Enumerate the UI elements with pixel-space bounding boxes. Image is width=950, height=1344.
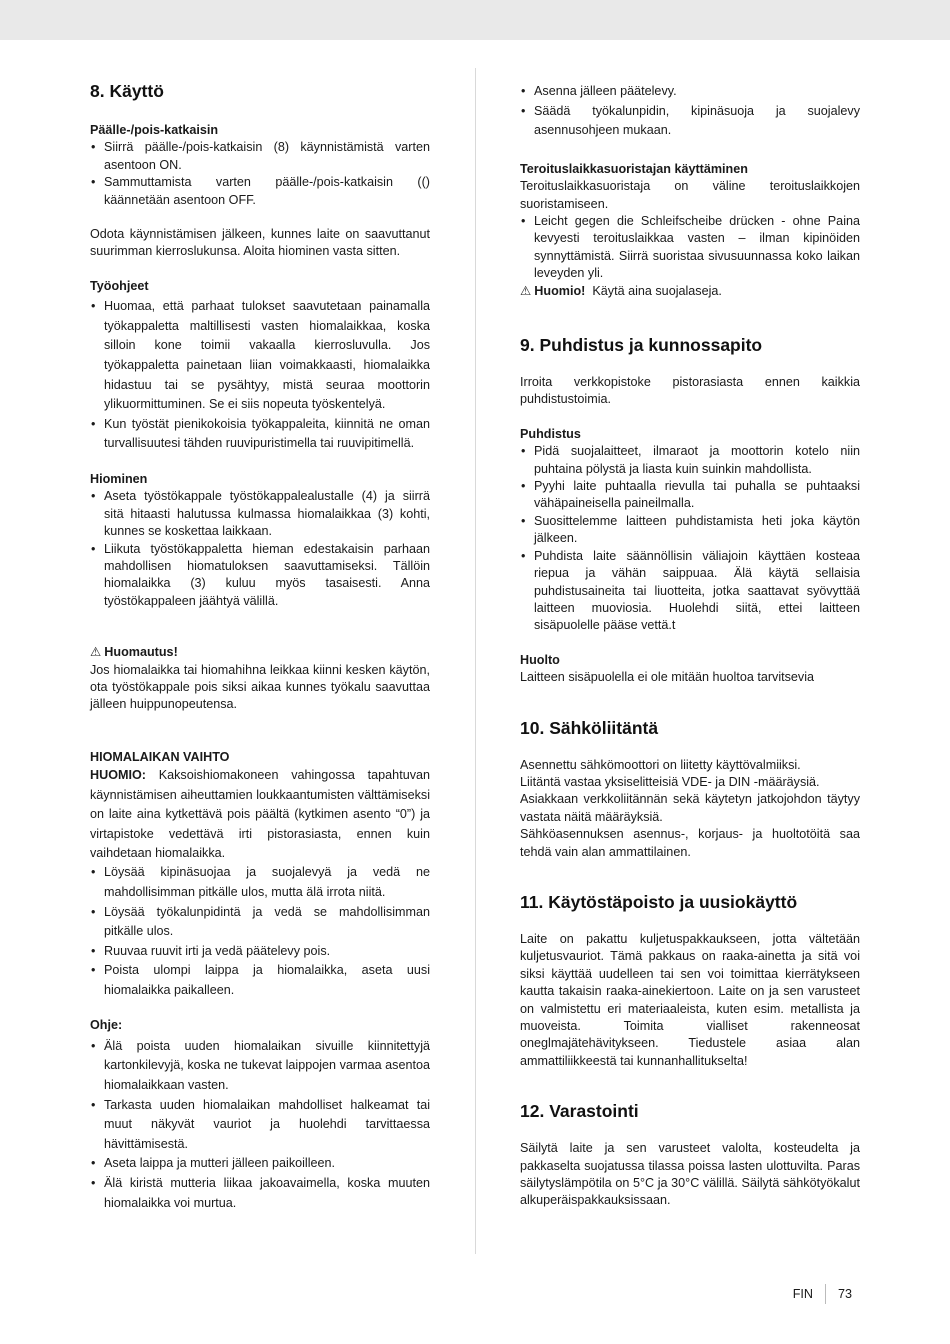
list-item: • Leicht gegen die Schleifscheibe drücken - ohne Paina kevyesti teroituslaikkaa vasten – ilman kipinöiden synnyttämistä. Siirrä suoristaa sivusuunnassa koko laikan leveyden yli.: [520, 213, 860, 283]
list-item: • Ruuvaa ruuvit irti ja vedä päätelevy pois.: [90, 942, 430, 962]
s12-paragraph: Säilytä laite ja sen varusteet valolta, kosteudelta ja pakkaselta suojatussa tilassa poissa lasten ulottuvilta. Paras säilytyslämpötila on 5°C ja 30°C välillä. Säilytä sähkötyökalut alkuperäispakkauksissaan.: [520, 1141, 860, 1208]
dresser-warning-label: Huomio!: [534, 283, 586, 298]
section-11-title: 11. Käytöstäpoisto ja uusiokäyttö: [520, 891, 798, 912]
list-item: • Puhdista laite säännöllisin väliajoin käyttäen kosteaa riepua ja vähän saippuaa. Älä käytä sellaisia puhdistusaineita tai liuotteita, jotka saattavat syövyttää laitteen muoviosia. Huolehdi siitä, ettei laitteen sisäpuolelle pääse vettä.t: [520, 548, 860, 635]
change-warning-text: Kaksoishiomakoneen vahingossa tapahtuvan käynnistämisen aiheuttamien loukkaantumisten välttämiseksi on laite aina kytkettävä pois päältä (kytkimen asento “0”) ja virtapistoke vedettävä irti pistorasiasta, ennen kuin vaihdetaan hiomalaikka.: [90, 768, 430, 860]
list-item: • Asenna jälleen päätelevy.: [520, 82, 860, 102]
service-block: [520, 652, 860, 687]
clean-list: [520, 443, 860, 634]
reassembly-block: [520, 82, 860, 141]
hint-heading: Ohje:: [90, 1018, 123, 1033]
work-heading: Työohjeet: [90, 278, 149, 293]
grind-heading: Hiominen: [90, 472, 148, 486]
s10-block: [520, 757, 860, 861]
section-10-title: 10. Sähköliitäntä: [520, 717, 659, 738]
list-item: • Löysää työkalunpidintä ja vedä se mahdollisimman pitkälle ulos.: [90, 903, 430, 942]
s9-intro-block: [520, 374, 860, 409]
wait-paragraph: Odota käynnistämisen jälkeen, kunnes laite on saavuttanut suurimman kierroslukunsa. Aloita hiominen vasta sitten.: [90, 227, 430, 259]
switch-heading: Päälle-/pois-katkaisin: [90, 123, 219, 137]
list-item: • Siirrä päälle-/pois-katkaisin (8) käynnistämistä varten asentoon ON.: [90, 139, 430, 174]
list-item: • Säädä työkalunpidin, kipinäsuoja ja suojalevy asennusohjeen mukaan.: [520, 102, 860, 141]
reassembly-list: [520, 82, 860, 141]
list-item: • Sammuttamista varten päälle-/pois-katkaisin (() käännetään asentoon OFF.: [90, 174, 430, 209]
change-block: [90, 749, 430, 1001]
section-9-title: 9. Puhdistus ja kunnossapito: [520, 335, 763, 356]
notice-heading: [90, 644, 430, 661]
switch-block: [90, 122, 430, 209]
list-item: • Tarkasta uuden hiomalaikan mahdolliset halkeamat tai muut näkyvät vauriot ja huolehdi tarvittaessa hävittämisestä.: [90, 1096, 430, 1155]
dresser-warning: [520, 283, 860, 300]
list-item: • Älä kiristä mutteria liikaa jakoavaimella, koska muuten hiomalaikka voi murtua.: [90, 1174, 430, 1213]
s10-line: Sähköasennuksen asennus-, korjaus- ja huoltotöitä saa tehdä vain alan ammattilainen.: [520, 827, 860, 859]
dresser-block: [520, 161, 860, 300]
change-list: [90, 863, 430, 1000]
work-block: [90, 278, 430, 454]
list-item: • Huomaa, että parhaat tulokset saavutetaan painamalla työkappaletta maltillisesti vasten hiomalaikkaa, koska silloin kone toimii vakaalla kierrosluvulla. Jos työkappaletta painetaan liian voimakkaasti, hiomalaikka hidastuu tai se pysähtyy, mistä seuraa moottorin ylikuormittuminen. Se ei siis nopeuta työskentelyä.: [90, 297, 430, 415]
grind-list: [90, 488, 430, 610]
service-paragraph: Laitteen sisäpuolella ei ole mitään huoltoa tarvitsevia: [520, 670, 815, 685]
list-item: • Kun työstät pienikokoisia työkappaleita, kiinnitä ne oman turvallisuutesi tähden ruuvipuristimella tai ruuvipitimellä.: [90, 415, 430, 454]
dresser-paragraph: Teroituslaikkasuoristaja on väline teroituslaikkojen suoristamiseen.: [520, 179, 860, 211]
s9-intro: Irroita verkkopistoke pistorasiasta ennen kaikkia puhdistustoimia.: [520, 375, 860, 407]
dresser-list: [520, 213, 860, 283]
list-item: • Pidä suojalaitteet, ilmaraot ja moottorin kotelo niin puhtaina pölystä ja liasta kuin suinkin mahdollista.: [520, 443, 860, 478]
page-number: 73: [837, 1287, 852, 1301]
clean-heading: Puhdistus: [520, 426, 581, 441]
notice-paragraph: Jos hiomalaikka tai hiomahihna leikkaa kiinni kesken käytön, ota työstökappale pois siksi aikaa kunnes työkalu saavuttaa jälleen huippunopeutensa.: [90, 662, 430, 712]
s10-line: Asiakkaan verkkoliitännän sekä käytetyn jatkojohdon täytyy vastata näitä määräyksiä.: [520, 792, 860, 824]
clean-block: [520, 426, 860, 635]
list-item: • Aseta laippa ja mutteri jälleen paikoilleen.: [90, 1154, 430, 1174]
list-item: • Pyyhi laite puhtaalla rievulla tai puhalla se puhtaaksi vähäpaineisella paineilmalla.: [520, 478, 860, 513]
list-item: • Aseta työstökappale työstökappalealustalle (4) ja siirrä sitä hitaasti halutussa kulmassa hiomalaikkaa (3) kohti, kunnes se koskettaa laikkaan.: [90, 488, 430, 540]
hint-block: [90, 1017, 430, 1213]
s11-block: [520, 931, 860, 1070]
list-item: • Poista ulompi laippa ja hiomalaikka, aseta uusi hiomalaikka paikalleen.: [90, 961, 430, 1000]
change-heading: HIOMALAIKAN VAIHTO: [90, 749, 230, 764]
warning-icon: ⚠: [520, 283, 532, 298]
switch-list: [90, 139, 430, 209]
right-column: [520, 82, 860, 1227]
warning-icon: ⚠: [90, 645, 102, 660]
left-column: [90, 78, 430, 1230]
change-warning-label: HUOMIO:: [90, 768, 146, 783]
s12-block: [520, 1140, 860, 1210]
service-heading: Huolto: [520, 652, 560, 667]
page-footer: [793, 1284, 852, 1304]
dresser-heading: Teroituslaikkasuoristajan käyttäminen: [520, 161, 748, 176]
list-item: • Liikuta työstökappaletta hieman edestakaisin parhaan mahdollisen hiomatuloksen saavuttamiseksi. Tällöin hiomalaikka (3) kuluu myös tasaisesti. Anna työstökappaleen jäähtyä välillä.: [90, 541, 430, 611]
notice-heading-text: Huomautus!: [104, 645, 178, 660]
s10-line: Liitäntä vastaa yksiselitteisiä VDE- ja DIN -määräysiä.: [520, 774, 820, 789]
s11-paragraph: Laite on pakattu kuljetuspakkaukseen, jotta vältetään kuljetusvauriot. Tämä pakkaus on raaka-ainetta ja sitä voi siksi käyttää uudelleen tai sen voi toimittaa kierrätykseen kautta takaisin raaka-ainekiertoon. Laite on ja sen varusteet on valmistettu eri materiaaleista, kuten esim. metallista ja muoveista. Toimita vialliset rakenneosat oneglmajätehävitykseen. Tiedustele asiaa alan ammattiliikkeestä tai kunnanhallitukselta!: [520, 931, 860, 1068]
column-divider: [475, 68, 476, 1254]
section-8-title: 8. Käyttö: [90, 81, 164, 101]
s10-line: Asennettu sähkömoottori on liitetty käyttövalmiiksi.: [520, 757, 801, 772]
list-item: • Löysää kipinäsuojaa ja suojalevyä ja vedä ne mahdollisimman pitkälle ulos, mutta älä irrota niitä.: [90, 863, 430, 902]
dresser-warning-text: Käytä aina suojalaseja.: [592, 283, 722, 298]
work-list: [90, 297, 430, 454]
grind-block: [90, 471, 430, 610]
section-12-title: 12. Varastointi: [520, 1101, 639, 1122]
notice-block: [90, 644, 430, 714]
top-bar: [0, 0, 950, 40]
hint-list: [90, 1037, 430, 1213]
list-item: • Suosittelemme laitteen puhdistamista heti joka käytön jälkeen.: [520, 513, 860, 548]
list-item: • Älä poista uuden hiomalaikan sivuille kiinnitettyjä kartonkilevyjä, koska ne tukevat laippojen varmaa asentoa hiomalaikkaan vasten.: [90, 1037, 430, 1096]
change-paragraph: [90, 766, 430, 863]
wait-block: [90, 226, 430, 261]
language-label: FIN: [793, 1284, 826, 1304]
